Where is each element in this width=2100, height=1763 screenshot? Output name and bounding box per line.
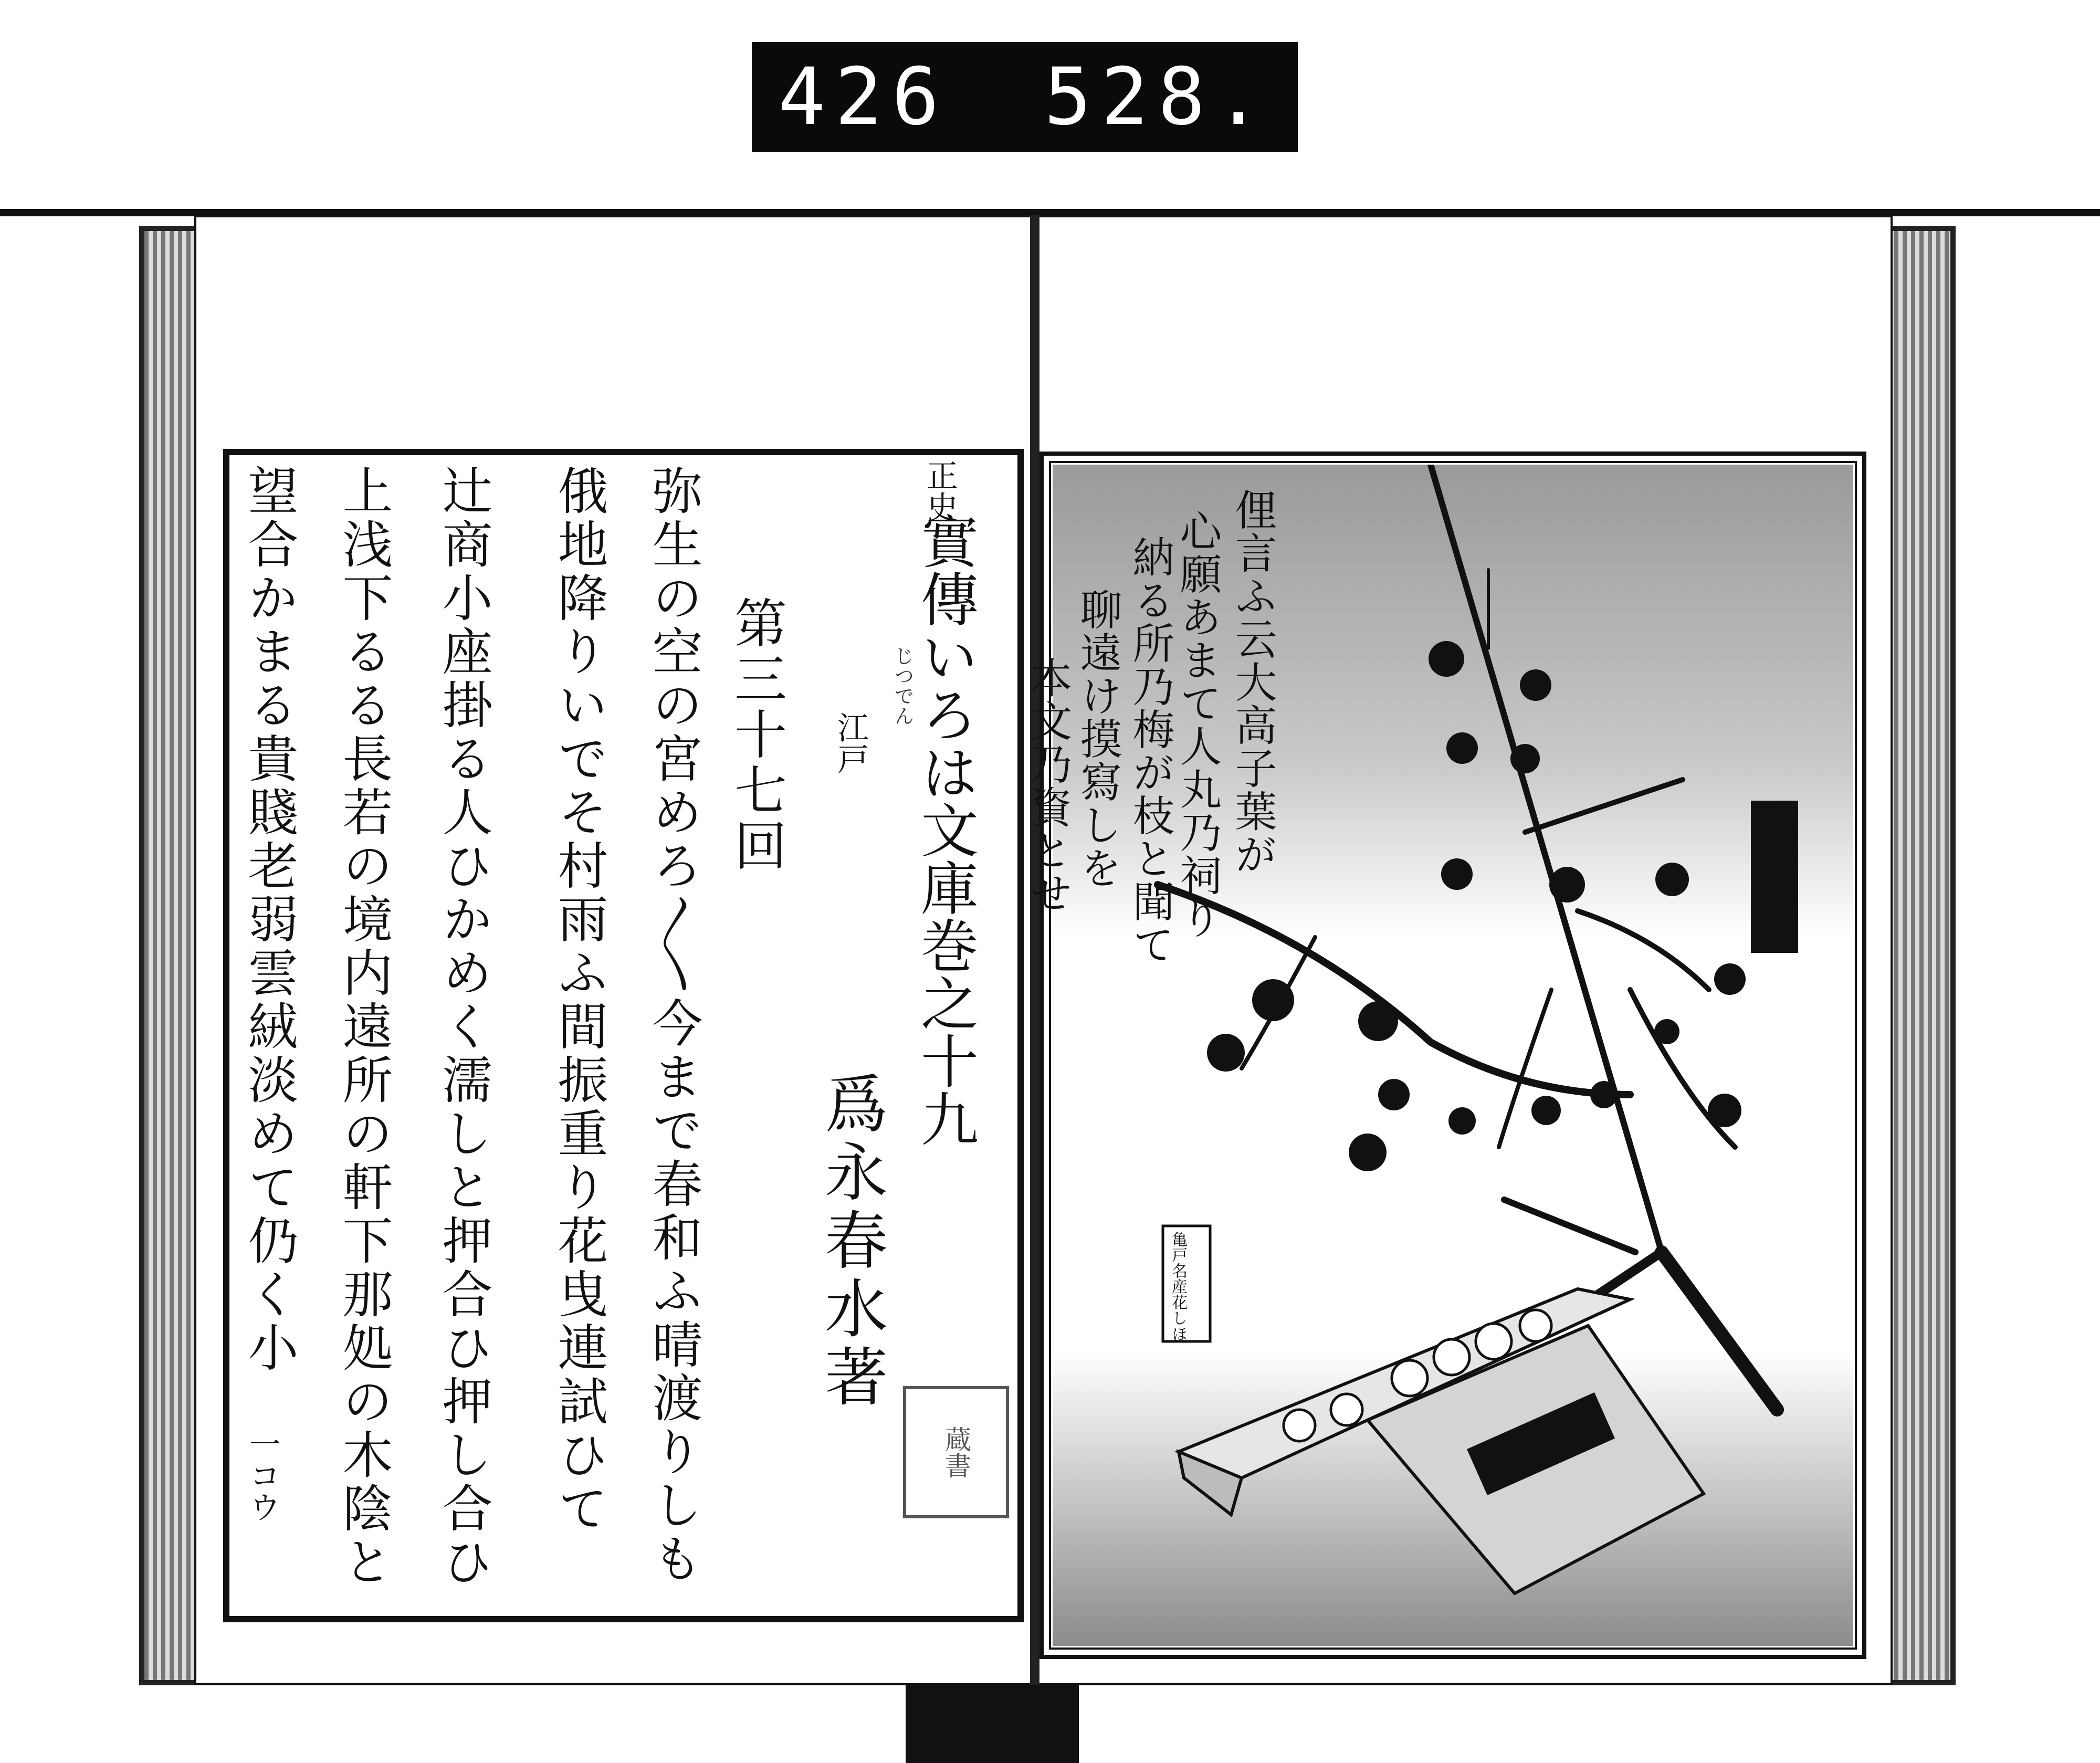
author: 爲永春水著 bbox=[814, 1071, 887, 1412]
catalog-number-right: 528. bbox=[1044, 51, 1272, 143]
library-seal: 蔵書 bbox=[903, 1386, 1009, 1518]
body-column-5: 望合かまる貴賤老弱雲絨淡めて仍く小 bbox=[240, 465, 299, 1375]
box-label: 亀戸名産花しほ bbox=[1169, 1231, 1187, 1341]
chapter-heading: 第三十七回 bbox=[726, 596, 787, 874]
catalog-number-label bbox=[752, 42, 1298, 152]
body-column-2: 俄地降りいでそ村雨ふ間振重り花曳連試ひて bbox=[550, 465, 608, 1536]
poem-column-1: 俚言ふ云大高子葉が bbox=[1228, 488, 1277, 876]
poem-column-2: 心願あまて人丸乃祠り bbox=[1173, 509, 1222, 940]
catalog-number-left: 426 bbox=[778, 51, 949, 143]
title-small: 正史 bbox=[921, 459, 958, 522]
body-column-4: 上浅下るる長若の境内遠所の軒下那処の木陰と bbox=[334, 465, 393, 1589]
book-spine bbox=[1030, 215, 1040, 1685]
poem-column-5: 本文乃資とせ bbox=[1023, 656, 1072, 915]
book-edge-right bbox=[1885, 226, 1956, 1685]
page-marker: 一コウ bbox=[244, 1428, 281, 1523]
poem-column-4: 聊遠け摸寫しを bbox=[1073, 588, 1122, 889]
body-column-1: 弥生の空の宮めろ〳〵今まで春和ふ晴渡りしも bbox=[644, 465, 703, 1586]
title-ruby: じつでん bbox=[891, 646, 914, 726]
location: 江戸 bbox=[832, 711, 869, 774]
spine-foot bbox=[906, 1685, 1079, 1763]
body-column-3: 辻商小座掛る人ひかめく濡しと押合ひ押し合ひ bbox=[434, 465, 493, 1589]
poem-column-3: 納る所乃梅が枝と聞て bbox=[1126, 536, 1174, 966]
book-title: 實傳いろは文庫巻之十九 bbox=[911, 512, 979, 1147]
